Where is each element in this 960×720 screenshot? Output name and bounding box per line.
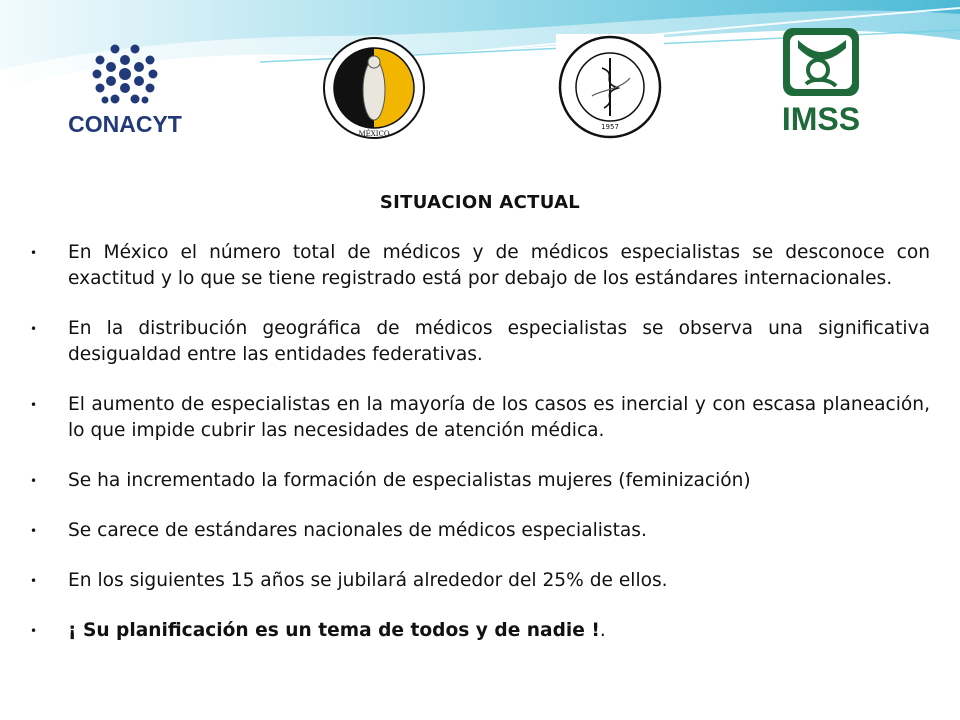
bullet-dot-icon: • (30, 322, 38, 336)
bullet-dot-icon: • (30, 398, 38, 412)
bullet-dot-icon: • (30, 574, 38, 588)
bullet-text: Se ha incrementado la formación de especialistas mujeres (feminización) (68, 470, 751, 491)
bullet-text: Se carece de estándares nacionales de médicos especialistas. (68, 520, 647, 541)
imss-logo-text: IMSS (781, 101, 861, 136)
bullet-item (28, 240, 930, 292)
conacyt-logo-text: CONACYT (68, 111, 182, 137)
imss-logo (776, 26, 866, 136)
bullet-item (28, 468, 930, 494)
bullet-dot-icon: • (30, 246, 38, 260)
bullet-item (28, 568, 930, 594)
bullet-item (28, 392, 930, 444)
bullet-text: En México el número total de médicos y de médicos especialistas se desconoce con exactitud y lo que se tiene registrado está por debajo de los estándares internacionales. (68, 242, 930, 289)
amfem-seal (556, 34, 664, 140)
bullet-text-emphasis: ¡ Su planificación es un tema de todos y de nadie ! (68, 620, 600, 641)
bullet-text: En los siguientes 15 años se jubilará alrededor del 25% de ellos. (68, 570, 668, 591)
bullet-item (28, 518, 930, 544)
bullet-item (28, 618, 930, 644)
bullet-text-suffix: . (599, 620, 606, 641)
bullet-dot-icon: • (30, 624, 38, 638)
slide-title: SITUACION ACTUAL (379, 192, 581, 213)
amfem-seal-year: 1957 (601, 123, 619, 131)
bullet-item (28, 316, 930, 368)
conacyt-logo (60, 40, 190, 140)
academia-seal-bottom-text: MÉXICO (358, 130, 390, 138)
bullet-text: En la distribución geográfica de médicos especialistas se observa una significativa desigualdad entre las entidades federativas. (68, 318, 930, 365)
bullet-dot-icon: • (30, 524, 38, 538)
academia-nacional-medicina-seal (322, 36, 426, 140)
bullet-text: El aumento de especialistas en la mayoría de los casos es inercial y con escasa planeación, lo que impide cubrir las necesidades de atención médica. (68, 394, 930, 441)
bullet-dot-icon: • (30, 474, 38, 488)
bullet-list (28, 240, 930, 644)
